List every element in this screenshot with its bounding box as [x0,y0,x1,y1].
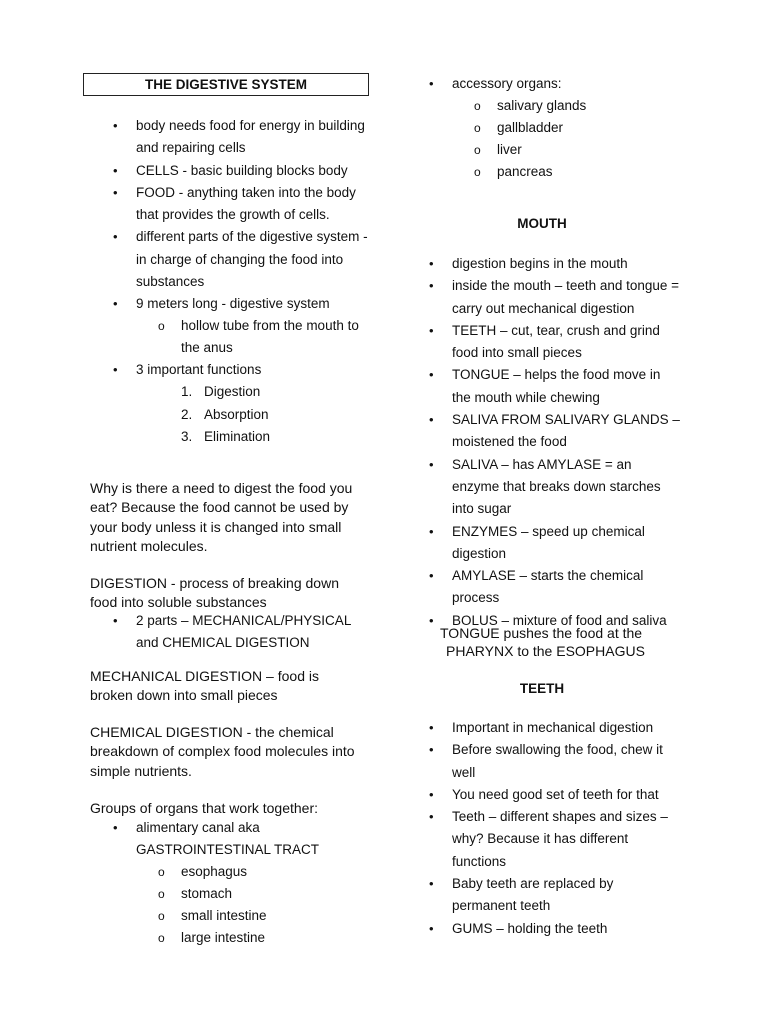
list-number: 3. [181,429,193,444]
list-number: 1. [181,384,193,399]
list-item: • CELLS - basic building blocks body [136,160,368,182]
tube-sublist [181,315,371,359]
list-item: • GUMS – holding the teeth [452,918,680,940]
list-item: • SALIVA FROM SALIVARY GLANDS – moistened the food [452,409,680,454]
accessory-organs [497,95,647,183]
alimentary-list [136,817,336,862]
list-item: • Teeth – different shapes and sizes – why? Because it has different functions [452,806,680,873]
list-item: • alimentary canal aka GASTROINTESTINAL TRACT [136,817,336,862]
list-item: o large intestine [181,927,331,949]
teeth-list [452,717,680,940]
list-item: • FOOD - anything taken into the body that provides the growth of cells. [136,182,368,227]
accessory-list [452,73,672,95]
list-item: o gallbladder [497,117,647,139]
list-item: o esophagus [181,861,331,883]
functions-list [136,359,368,381]
page-title: THE DIGESTIVE SYSTEM [83,73,369,96]
section-heading-teeth: TEETH [519,681,565,696]
list-item: • inside the mouth – teeth and tongue = carry out mechanical digestion [452,275,680,320]
list-item: o salivary glands [497,95,647,117]
list-item: o small intestine [181,905,331,927]
list-item: • BOLUS – mixture of food and saliva [452,610,680,632]
list-item: • AMYLASE – starts the chemical process [452,565,680,610]
intro-list [136,115,368,316]
list-item: • TONGUE – helps the food move in the mouth while chewing [452,364,680,409]
list-item: o stomach [181,883,331,905]
list-item: • different parts of the digestive system - in charge of changing the food into substances [136,226,368,293]
groups-label: Groups of organs that work together: [90,800,319,816]
list-item: • You need good set of teeth for that [452,784,680,806]
tongue-line-1: TONGUE pushes the food at the [440,625,643,641]
list-item: • 3 important functions [136,359,368,381]
list-item: • TEETH – cut, tear, crush and grind food into small pieces [452,320,680,365]
function-item: Digestion [204,384,261,399]
mouth-list [452,253,680,632]
why-paragraph: Why is there a need to digest the food you eat? Because the food cannot be used by your body unless it is changed into small nutrient molecules. [90,480,353,554]
list-item: • accessory organs: [452,73,672,95]
list-item: • 9 meters long - digestive system [136,293,368,315]
function-item: Absorption [204,406,269,422]
list-item: o liver [497,139,647,161]
list-item: • Important in mechanical digestion [452,717,680,739]
list-item: o hollow tube from the mouth to the anus [181,315,371,359]
list-item: • body needs food for energy in building and repairing cells [136,115,368,160]
list-item: • Baby teeth are replaced by permanent teeth [452,873,680,918]
list-item: • digestion begins in the mouth [452,253,680,275]
list-item: • Before swallowing the food, chew it well [452,739,680,784]
list-item: • ENZYMES – speed up chemical digestion [452,521,680,566]
functions-numbered [181,381,354,449]
alimentary-organs [181,861,331,949]
list-item: • SALIVA – has AMYLASE = an enzyme that breaks down starches into sugar [452,454,680,521]
two-parts-list [136,610,361,655]
list-number: 2. [181,406,193,422]
function-item: Elimination [204,429,271,444]
section-heading-mouth: MOUTH [517,216,567,231]
list-item: o pancreas [497,161,647,183]
chemical-paragraph: CHEMICAL DIGESTION - the chemical breakdown of complex food molecules into simple nutrients. [90,724,355,779]
tongue-line-2: PHARYNX to the ESOPHAGUS [446,643,645,659]
digestion-paragraph: DIGESTION - process of breaking down food into soluble substances [90,575,339,611]
mechanical-paragraph: MECHANICAL DIGESTION – food is broken down into small pieces [90,668,319,704]
list-item: • 2 parts – MECHANICAL/PHYSICAL and CHEMICAL DIGESTION [136,610,361,655]
